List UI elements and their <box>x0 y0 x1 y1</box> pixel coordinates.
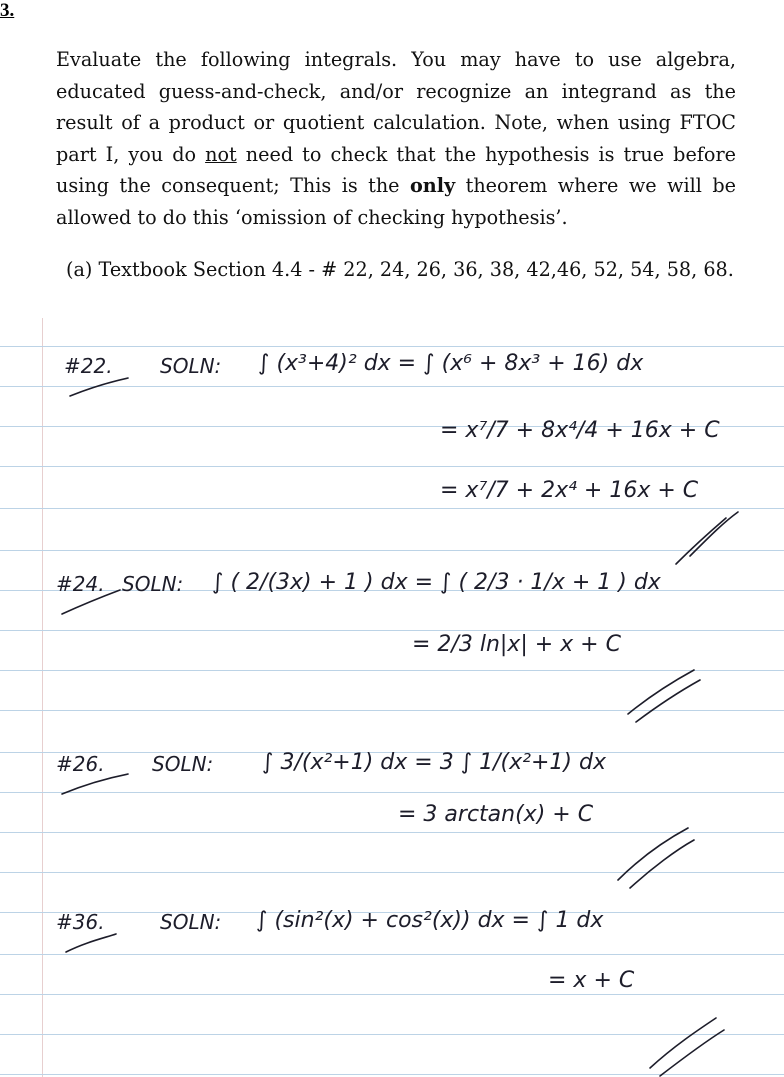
underline-mark-26 <box>62 774 128 794</box>
solution-24-line-2: = 2/3 ln|x| + x + C <box>412 632 621 657</box>
solution-label-26: #26. <box>56 752 105 776</box>
soln-label-24: SOLN: <box>122 572 184 596</box>
solution-26-line-1: ∫ 3/(x²+1) dx = 3 ∫ 1/(x²+1) dx <box>262 750 606 775</box>
problem-number: 3. <box>0 0 15 21</box>
done-mark-24a <box>628 670 694 714</box>
solution-22-line-2: = x⁷/7 + 8x⁴/4 + 16x + C <box>440 418 720 443</box>
solution-36-line-1: ∫ (sin²(x) + cos²(x)) dx = ∫ 1 dx <box>256 908 604 933</box>
solution-24-line-1: ∫ ( 2/(3x) + 1 ) dx = ∫ ( 2/3 · 1/x + 1 ) dx <box>212 570 661 595</box>
underline-mark-36 <box>66 934 116 952</box>
done-mark-26a <box>618 828 688 880</box>
soln-label-26: SOLN: <box>152 752 214 776</box>
soln-label-36: SOLN: <box>160 910 222 934</box>
solution-22-line-1: ∫ (x³+4)² dx = ∫ (x⁶ + 8x³ + 16) dx <box>258 351 644 376</box>
solution-label-22: #22. <box>64 354 113 378</box>
underline-mark-22 <box>70 378 128 396</box>
done-mark-22b <box>676 518 726 564</box>
done-mark-36a <box>650 1018 716 1068</box>
prompt-text-2: need to check that the hypothesis is true before using the consequent; This is the <box>56 142 736 197</box>
prompt-emphasis: not <box>205 142 237 166</box>
pen-marks <box>0 318 784 1077</box>
solution-26-line-2: = 3 arctan(x) + C <box>398 802 594 827</box>
prompt-bold: only <box>409 174 456 197</box>
subpart-a: (a) Textbook Section 4.4 - # 22, 24, 26, 36, 38, 42,46, 52, 54, 58, 68. <box>66 258 734 281</box>
prompt-text-1: Evaluate the following integrals. You may have to use algebra, educated guess-and-check, and/or recognize an integrand as the result of a product or quotient calculation. Note, when using FTOC part I, you do <box>56 48 736 166</box>
solution-label-36: #36. <box>56 910 105 934</box>
done-mark-36b <box>660 1030 724 1076</box>
prompt-text-3: theorem where we will be allowed to do this ‘omission of checking hypothesis’. <box>56 174 736 229</box>
done-mark-22a <box>690 512 738 556</box>
solution-36-line-2: = x + C <box>548 968 635 993</box>
problem-prompt <box>56 44 736 233</box>
underline-mark-24 <box>62 590 120 614</box>
done-mark-26b <box>630 840 694 888</box>
solution-label-24: #24. <box>56 572 105 596</box>
solution-22-line-3: = x⁷/7 + 2x⁴ + 16x + C <box>440 478 699 503</box>
soln-label-22: SOLN: <box>160 354 222 378</box>
handwritten-solutions <box>0 318 784 1077</box>
